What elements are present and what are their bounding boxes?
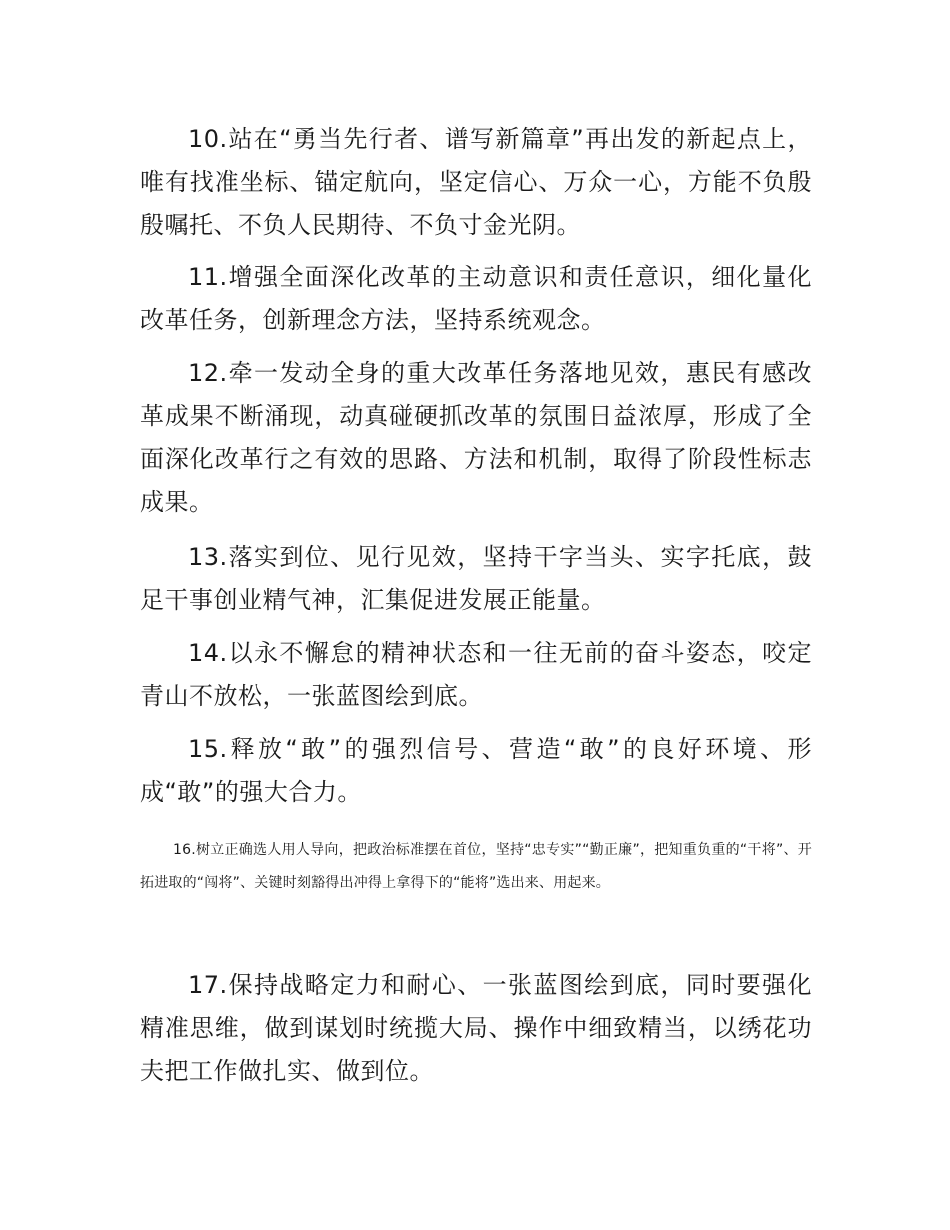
paragraph-13: 13.落实到位、见行见效，坚持干字当头、实字托底，鼓足干事创业精气神，汇集促进发展正能量。 (140, 543, 812, 614)
paragraph-15: 15.释放“敢”的强烈信号、营造“敢”的良好环境、形成“敢”的强大合力。 (140, 735, 812, 806)
paragraph-12: 12.牵一发动全身的重大改革任务落地见效，惠民有感改革成果不断涌现，动真碰硬抓改革的氛围日益浓厚，形成了全面深化改革行之有效的思路、方法和机制，取得了阶段性标志成果。 (140, 359, 812, 516)
paragraph-16: 16.树立正确选人用人导向，把政治标准摆在首位，坚持“忠专实”“勤正廉”，把知重负重的“干将”、开拓进取的“闯将”、关键时刻豁得出冲得上拿得下的“能将”选出来、用起来。 (140, 842, 812, 891)
paragraph-17: 17.保持战略定力和耐心、一张蓝图绘到底，同时要强化精准思维，做到谋划时统揽大局、操作中细致精当，以绣花功夫把工作做扎实、做到位。 (140, 971, 812, 1085)
paragraph-11: 11.增强全面深化改革的主动意识和责任意识，细化量化改革任务，创新理念方法，坚持系统观念。 (140, 263, 812, 334)
paragraph-14: 14.以永不懈怠的精神状态和一往无前的奋斗姿态，咬定青山不放松，一张蓝图绘到底。 (140, 639, 812, 710)
paragraph-10: 10.站在“勇当先行者、谱写新篇章”再出发的新起点上，唯有找准坐标、锚定航向，坚定信心、万众一心，方能不负殷殷嘱托、不负人民期待、不负寸金光阴。 (140, 125, 812, 239)
